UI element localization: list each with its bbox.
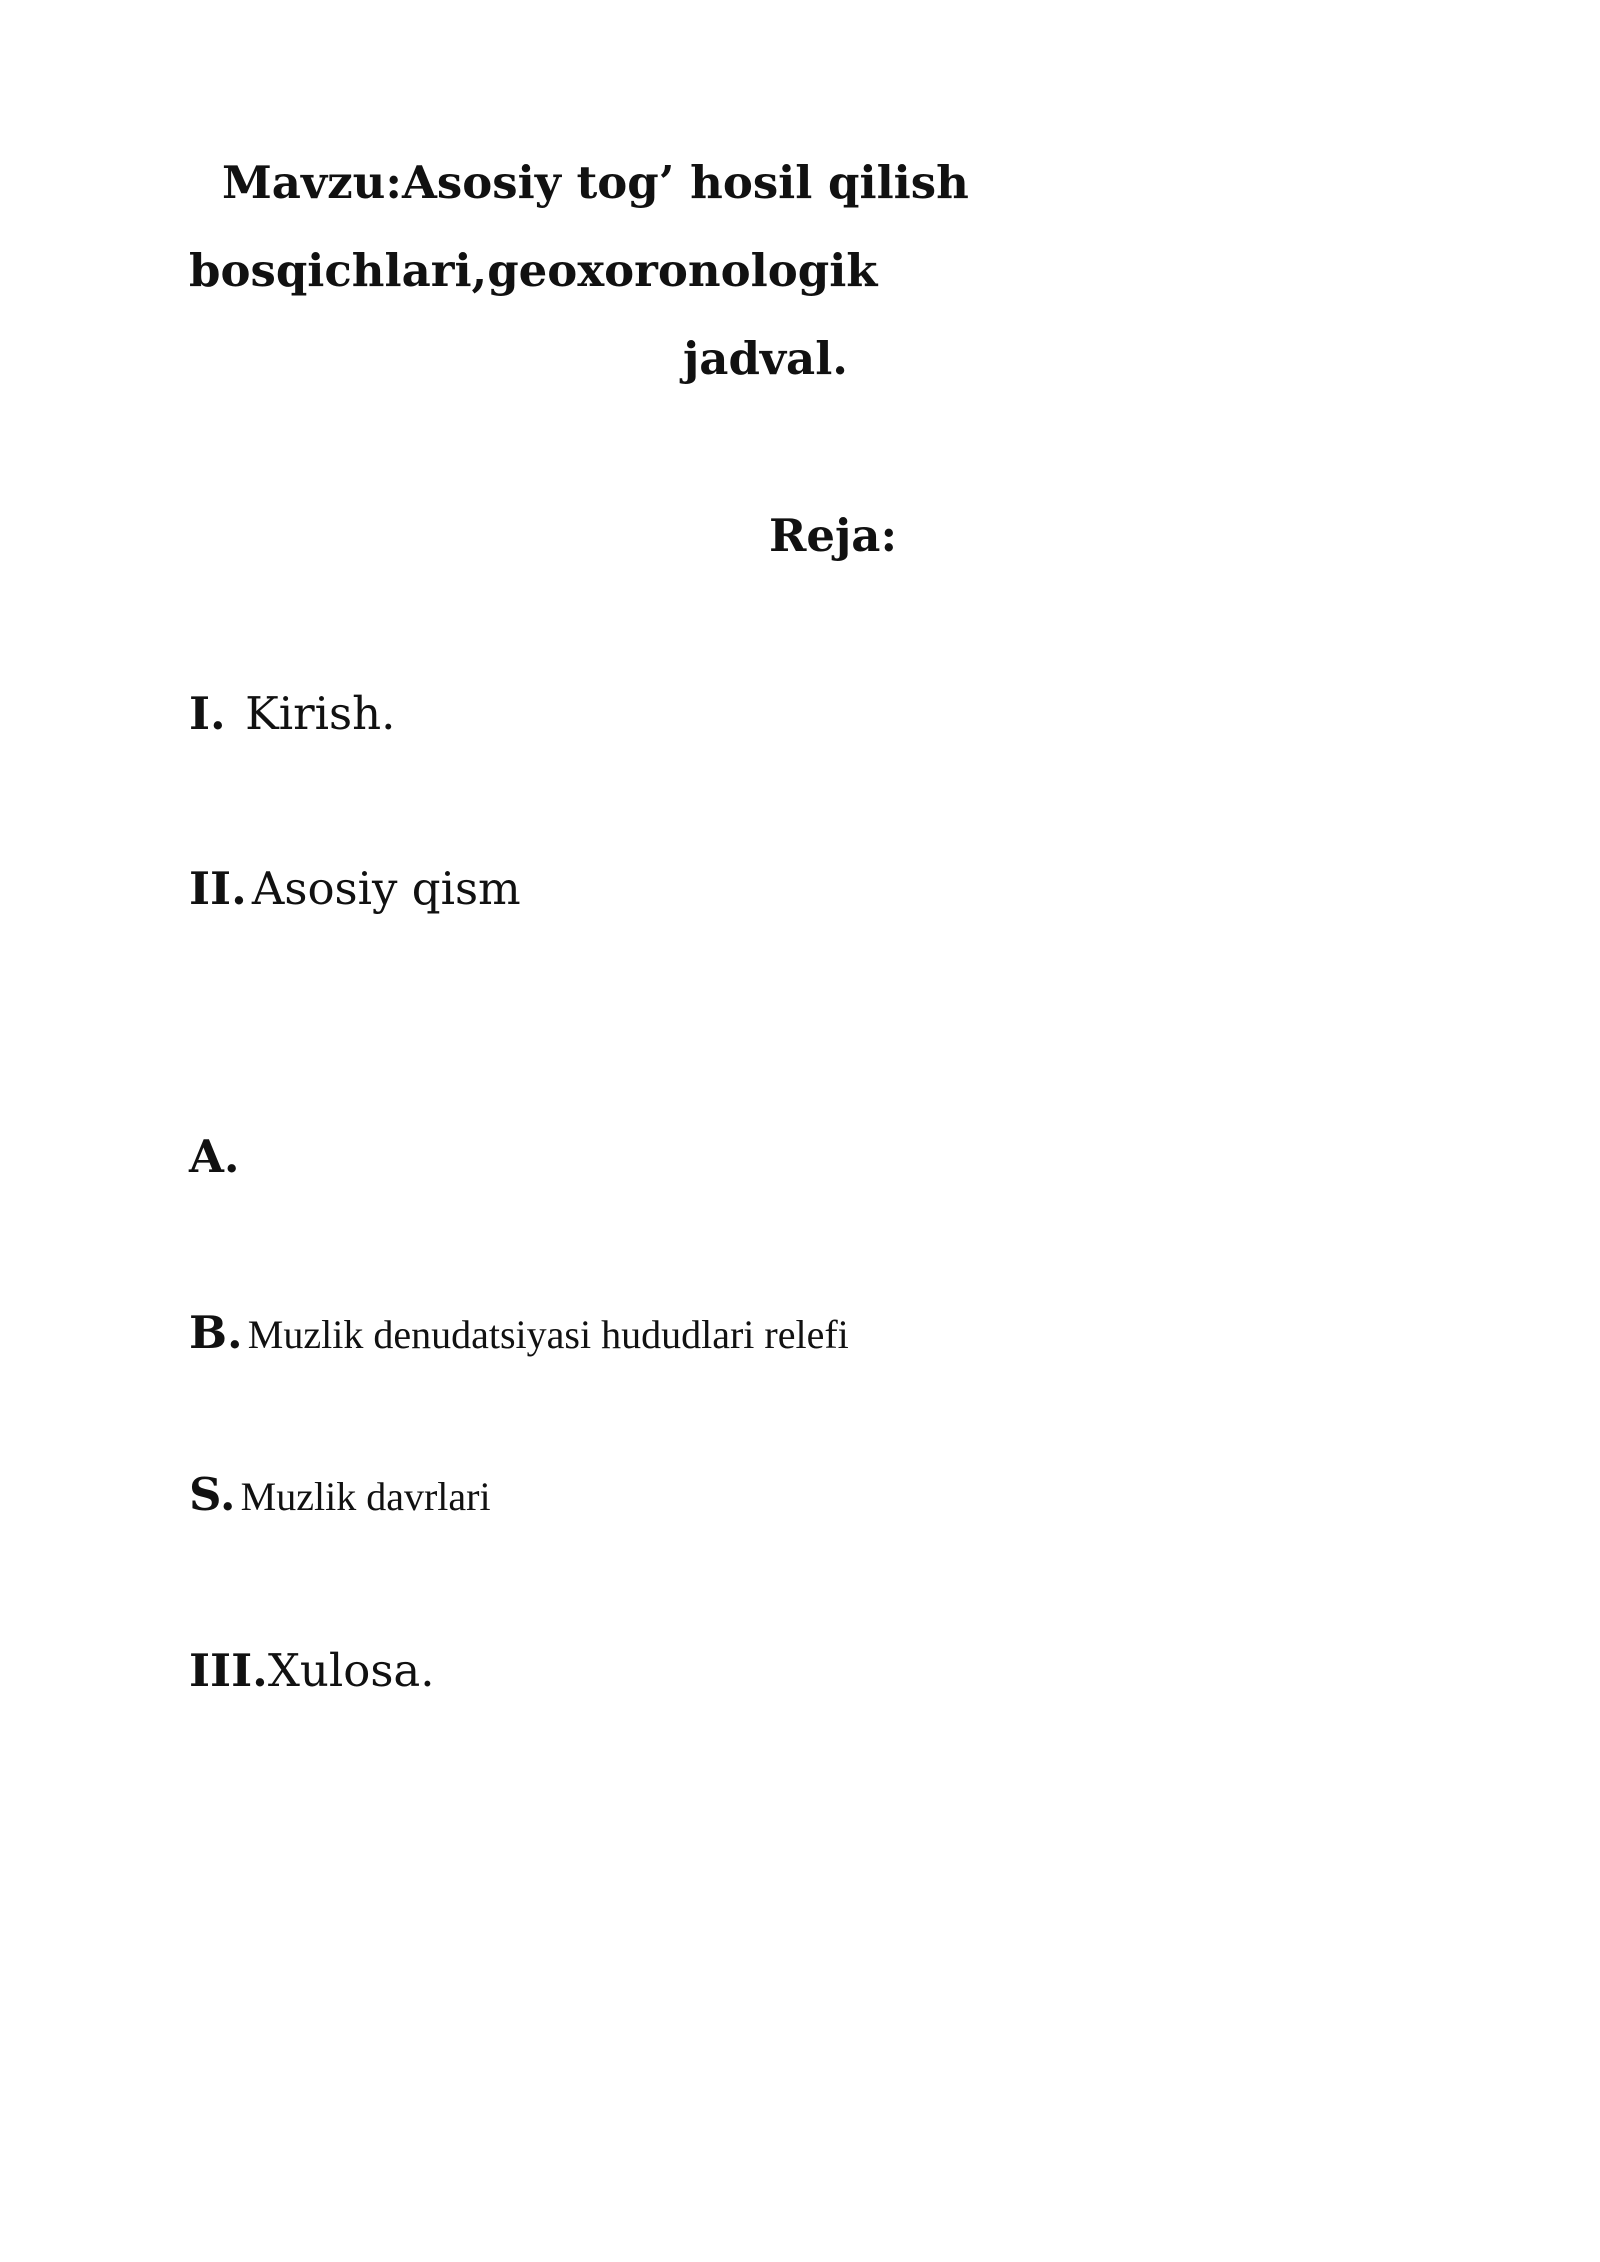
plan-item-text (231, 687, 245, 740)
plan-item-text: Xulosa. (267, 1644, 435, 1697)
plan-item-text: Asosiy qism (251, 862, 521, 915)
plan-item-text: Kirish. (245, 687, 396, 740)
plan-item-number: A. (189, 1130, 240, 1183)
plan-item-number: III. (189, 1644, 268, 1697)
plan-heading: Reja: (769, 509, 898, 562)
plan-item-s (189, 1468, 491, 1521)
plan-item-text: Muzlik denudatsiyasi hududlari relefi (247, 1312, 849, 1357)
plan-item-number: II. (189, 862, 247, 915)
title-line-3: jadval. (683, 332, 848, 385)
plan-item-main-part (189, 862, 521, 915)
plan-item-text: Muzlik davrlari (240, 1474, 491, 1519)
plan-item-number: B. (189, 1306, 243, 1359)
plan-item-number: S. (189, 1468, 236, 1521)
plan-item-b (189, 1306, 849, 1359)
plan-item-number: I. (189, 687, 226, 740)
title-line-2: bosqichlari,geoxoronologik (189, 244, 878, 297)
plan-item-a (189, 1130, 240, 1183)
plan-item-introduction (189, 687, 396, 740)
plan-item-conclusion (189, 1644, 435, 1697)
title-line-1: Mavzu:Asosiy tog’ hosil qilish (222, 156, 969, 209)
